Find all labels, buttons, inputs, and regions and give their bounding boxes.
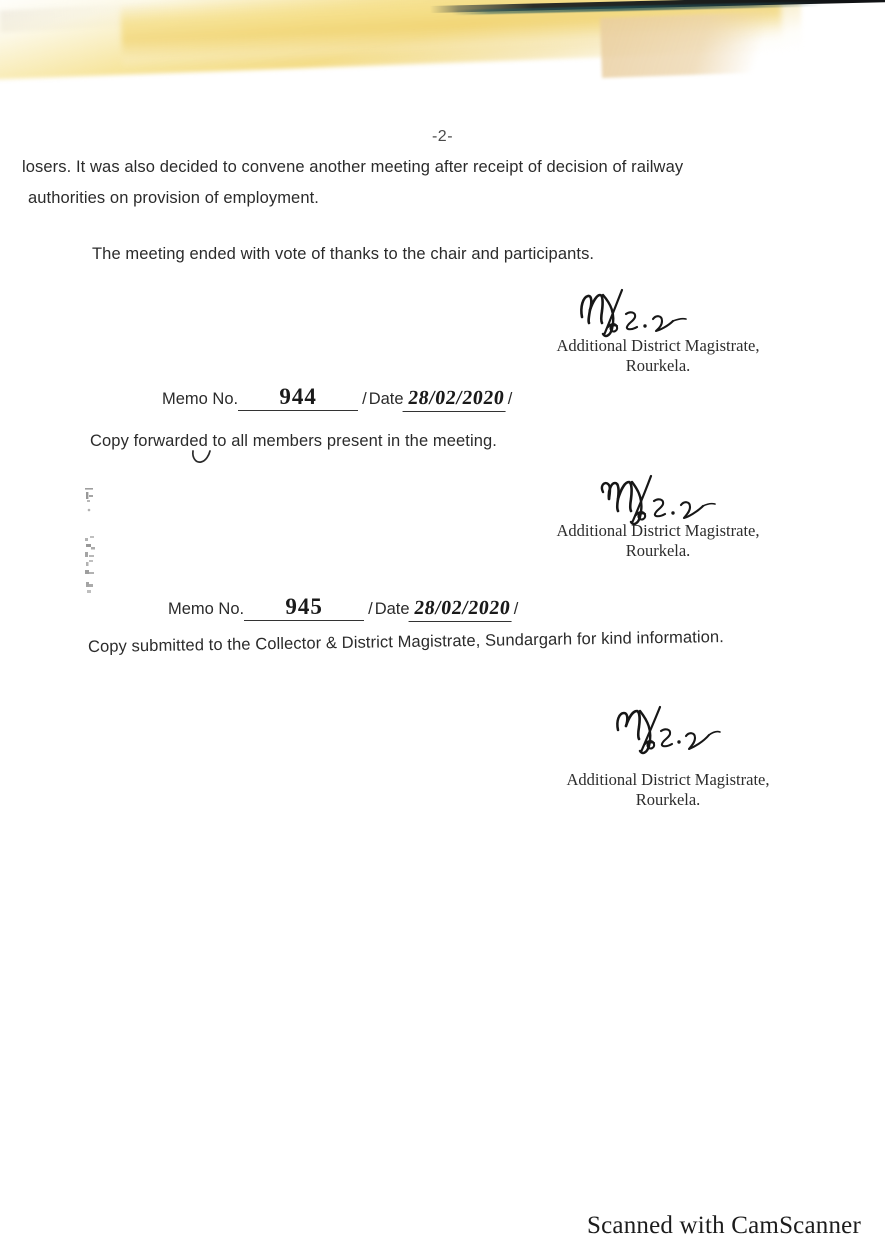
scan-faint-smudge bbox=[0, 1, 180, 32]
memo-number-value[interactable]: 945 bbox=[244, 595, 364, 621]
memo-separator: / bbox=[362, 390, 367, 409]
memo-date-label: Date bbox=[374, 600, 410, 619]
memo-row-2 bbox=[168, 595, 518, 621]
scan-yellow-glare bbox=[0, 0, 803, 80]
signature-place: Rourkela. bbox=[625, 356, 691, 376]
memo-label: Memo No. bbox=[162, 390, 239, 409]
page-number: -2- bbox=[431, 128, 454, 145]
paragraph-continuation-line-1: losers. It was also decided to convene another meeting after receipt of decision of railway bbox=[22, 158, 684, 176]
signature-place: Rourkela. bbox=[625, 541, 691, 561]
signature-block-3 bbox=[508, 770, 828, 810]
scan-yellow-glare-core bbox=[120, 0, 782, 70]
signature-block-2 bbox=[498, 521, 818, 561]
scan-teal-fringe bbox=[452, 1, 822, 15]
memo-number-value[interactable]: 944 bbox=[238, 385, 358, 411]
memo-label: Memo No. bbox=[168, 600, 245, 619]
memo-separator: / bbox=[368, 600, 373, 619]
signature-mark-1 bbox=[570, 283, 720, 343]
signature-designation: Additional District Magistrate, bbox=[566, 770, 770, 789]
signature-place: Rourkela. bbox=[635, 790, 701, 810]
memo-date-value[interactable]: 28/02/2020 bbox=[408, 598, 514, 622]
paragraph-copy-forwarded: Copy forwarded to all members present in the meeting. bbox=[90, 432, 497, 450]
scan-dark-page-edge bbox=[430, 0, 885, 13]
margin-bleed-marks bbox=[78, 486, 104, 616]
signature-designation: Additional District Magistrate, bbox=[556, 521, 760, 540]
camscanner-watermark: Scanned with CamScanner bbox=[587, 1212, 861, 1239]
signature-block-1 bbox=[498, 336, 818, 376]
scan-tan-shadow bbox=[600, 11, 802, 78]
memo-date-value[interactable]: 28/02/2020 bbox=[402, 388, 508, 412]
paragraph-continuation-line-2: authorities on provision of employment. bbox=[28, 189, 319, 207]
memo-date-label: Date bbox=[368, 390, 404, 409]
signature-designation: Additional District Magistrate, bbox=[556, 336, 760, 355]
signature-mark-3 bbox=[608, 698, 758, 758]
memo-row-1 bbox=[162, 385, 512, 411]
memo-trailing-slash: / bbox=[513, 600, 519, 619]
scan-edge-artifact bbox=[0, 0, 885, 92]
paragraph-meeting-closing: The meeting ended with vote of thanks to the chair and participants. bbox=[92, 245, 595, 263]
paragraph-copy-submitted: Copy submitted to the Collector & District Magistrate, Sundargarh for kind information. bbox=[87, 628, 725, 656]
memo-trailing-slash: / bbox=[507, 390, 513, 409]
